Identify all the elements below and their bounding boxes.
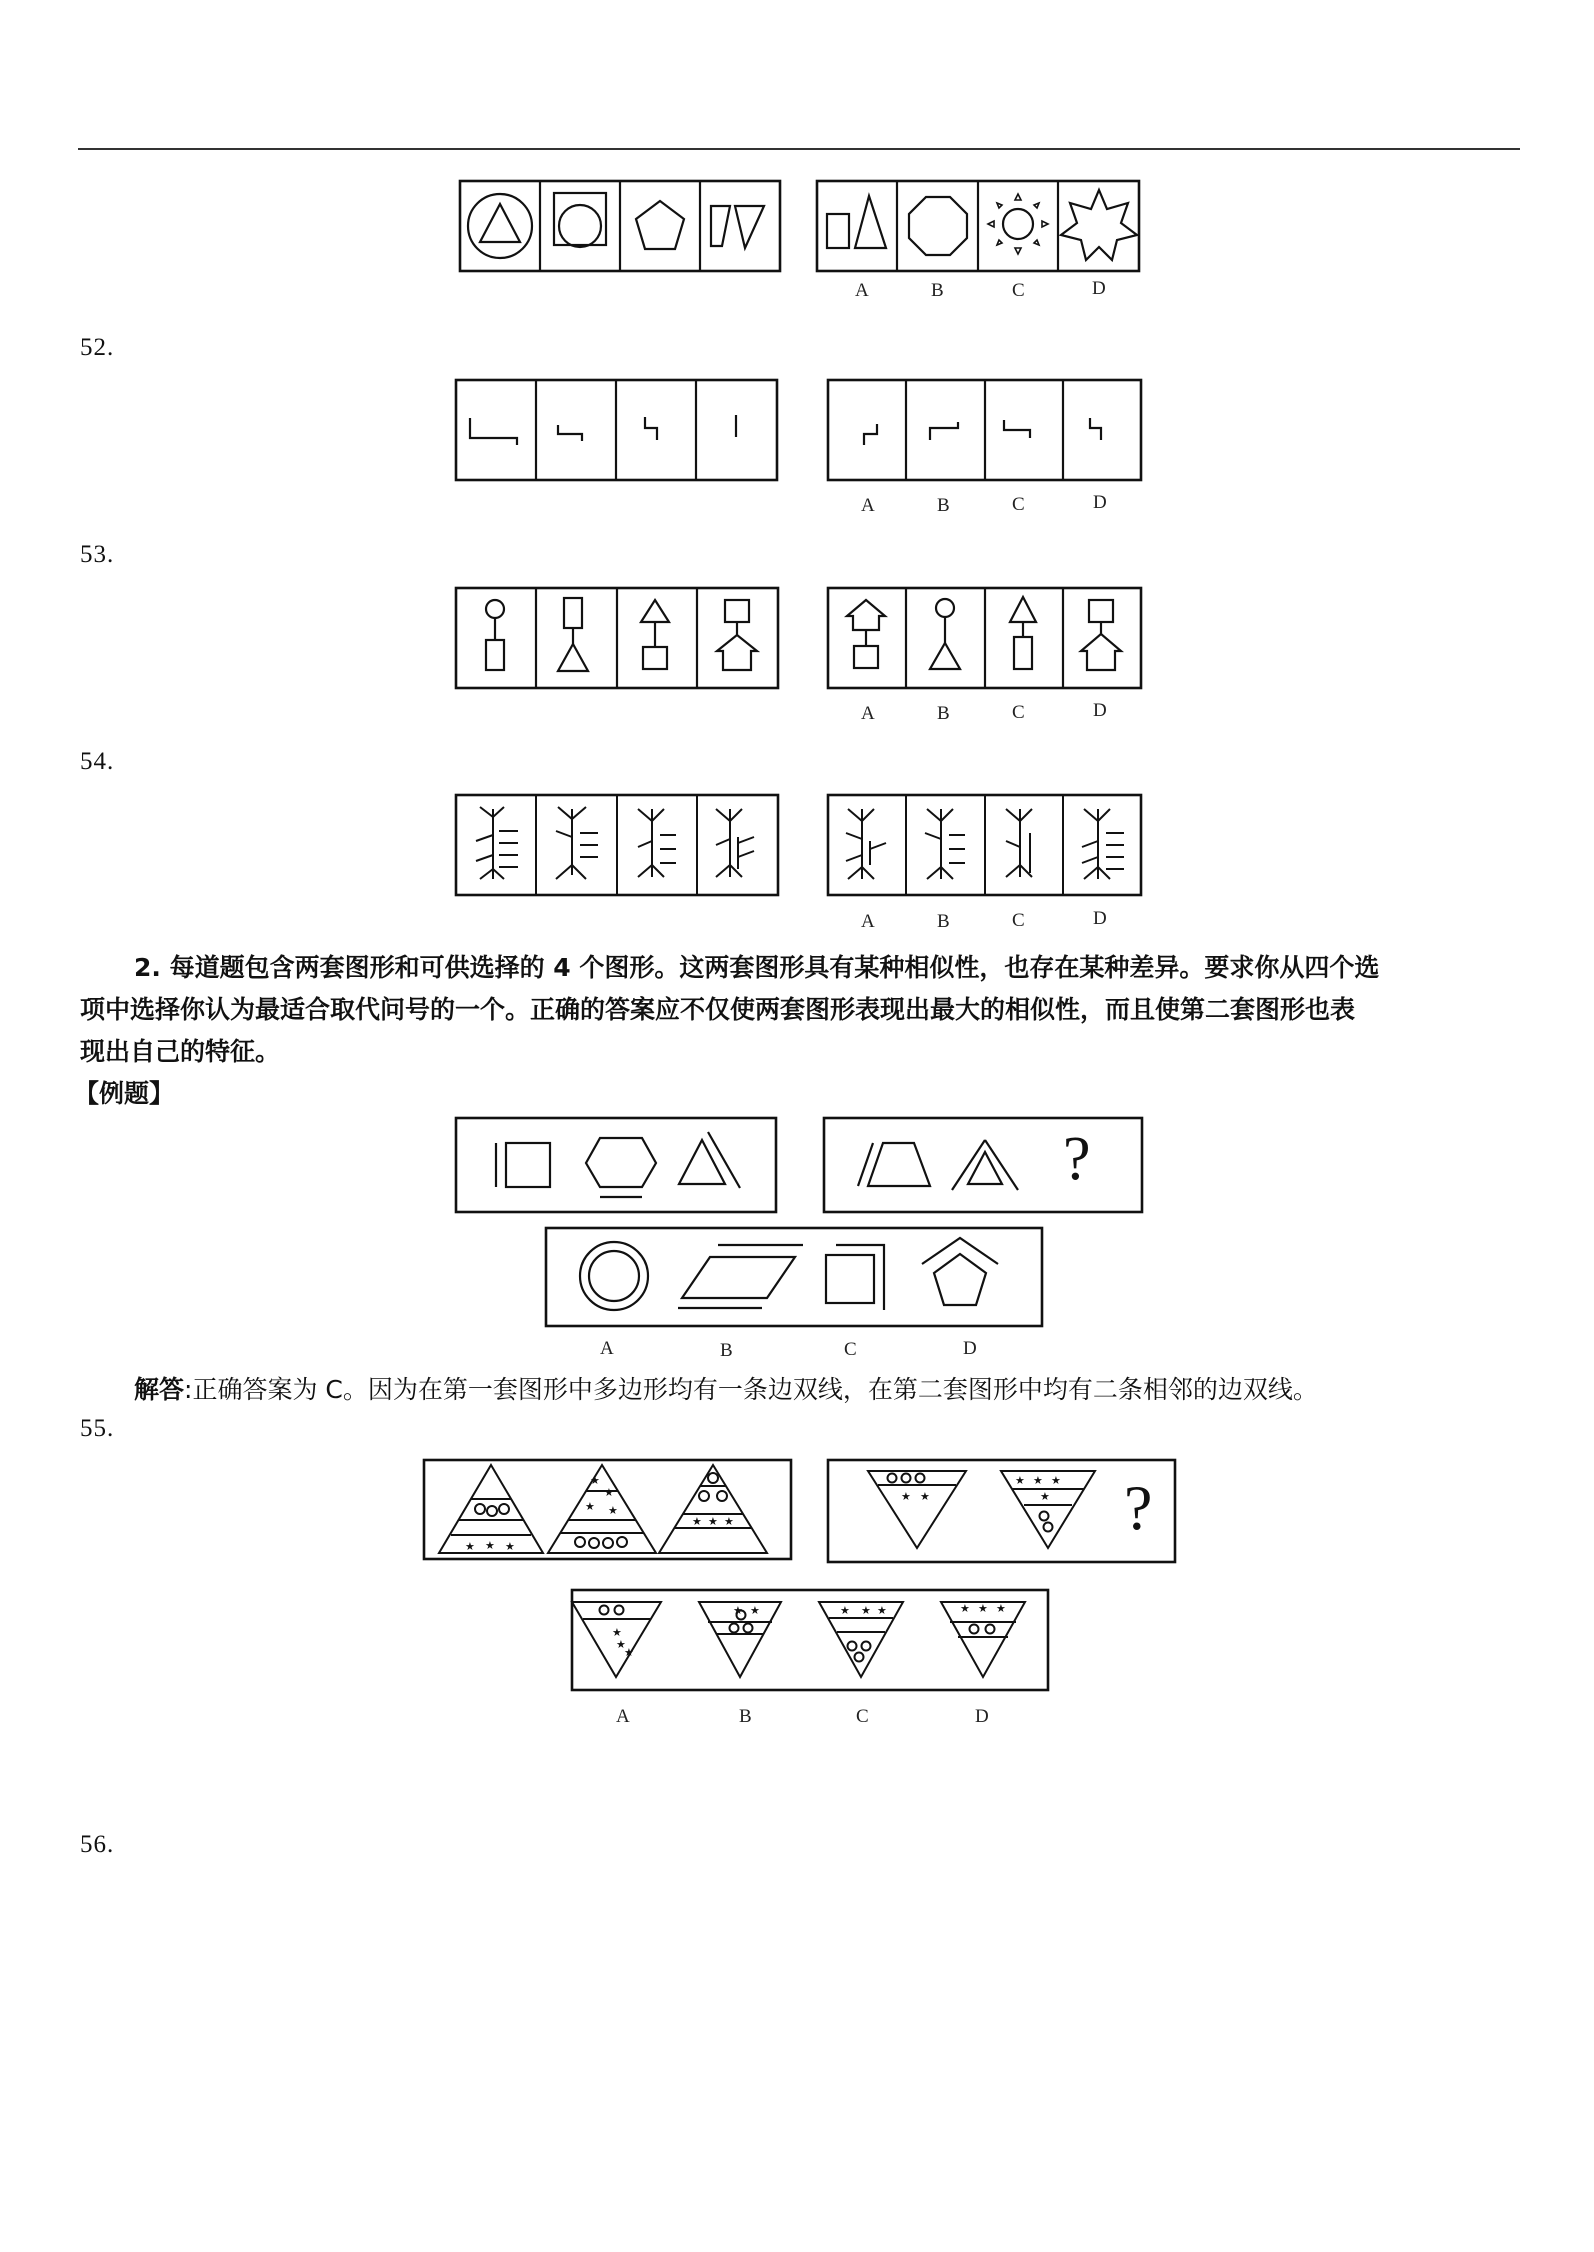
example-set2-panel — [824, 1118, 1142, 1212]
q55-option-b-label: B — [739, 1706, 752, 1727]
q52-stem-panel — [456, 380, 777, 480]
q52-options-panel — [828, 380, 1141, 480]
q55-option-a-label: A — [616, 1706, 630, 1727]
svg-text:★: ★ — [840, 1604, 850, 1617]
q55-question-mark: ? — [1124, 1472, 1153, 1543]
svg-text:★: ★ — [505, 1540, 515, 1553]
q51-option-d-label: D — [1092, 278, 1106, 299]
q55-set2-panel — [828, 1460, 1175, 1562]
example-option-d-label: D — [963, 1338, 977, 1359]
q54-option-c-label: C — [1012, 910, 1025, 931]
svg-text:★: ★ — [590, 1474, 600, 1487]
q54-option-a-label: A — [861, 911, 875, 932]
q53-options-panel — [828, 588, 1141, 688]
svg-text:★: ★ — [624, 1646, 634, 1659]
svg-text:★: ★ — [901, 1490, 911, 1503]
q55-options-panel — [572, 1590, 1048, 1690]
section2-instructions-line1: 2. 每道题包含两套图形和可供选择的 4 个图形。这两套图形具有某种相似性，也存在某种差异。要求你从四个选 — [134, 953, 1380, 982]
svg-text:★: ★ — [1015, 1474, 1025, 1487]
answer-text: :正确答案为 C。因为在第一套图形中多边形均有一条边双线，在第二套图形中均有二条相邻的边双线。 — [184, 1375, 1318, 1404]
q51-stem-panel — [460, 181, 780, 271]
q54-option-d-label: D — [1093, 908, 1107, 929]
q52-option-a-label: A — [861, 495, 875, 516]
example-options-panel — [546, 1228, 1042, 1326]
svg-text:★: ★ — [861, 1604, 871, 1617]
q52-option-d-label: D — [1093, 492, 1107, 513]
q55-number: 55. — [80, 1415, 115, 1442]
example-answer — [134, 1368, 1318, 1411]
svg-text:★: ★ — [1040, 1490, 1050, 1503]
q54-stem-panel — [456, 795, 778, 895]
example-option-b-label: B — [720, 1340, 733, 1361]
svg-text:★: ★ — [608, 1504, 618, 1517]
svg-text:★: ★ — [485, 1539, 495, 1552]
svg-text:★: ★ — [724, 1515, 734, 1528]
section2-instructions-line2: 项中选择你认为最适合取代问号的一个。正确的答案应不仅使两套图形表现出最大的相似性，而且使第二套图形也表 — [80, 995, 1356, 1024]
q54-options-panel — [828, 795, 1141, 895]
example-heading: 【例题】 — [74, 1079, 175, 1108]
svg-text:★: ★ — [616, 1638, 626, 1651]
svg-text:★: ★ — [465, 1540, 475, 1553]
svg-text:★: ★ — [1051, 1474, 1061, 1487]
example-question-mark: ? — [1063, 1125, 1091, 1193]
example-set1-panel — [456, 1118, 776, 1212]
q53-option-d-label: D — [1093, 700, 1107, 721]
q52-option-c-label: C — [1012, 494, 1025, 515]
q51-option-c-label: C — [1012, 280, 1025, 301]
q53-option-b-label: B — [937, 703, 950, 724]
svg-text:★: ★ — [920, 1490, 930, 1503]
q55-option-d-label: D — [975, 1706, 989, 1727]
svg-text:★: ★ — [708, 1515, 718, 1528]
svg-text:★: ★ — [960, 1602, 970, 1615]
svg-text:★: ★ — [750, 1604, 760, 1617]
q53-option-c-label: C — [1012, 702, 1025, 723]
q52-option-b-label: B — [937, 495, 950, 516]
q54-option-b-label: B — [937, 911, 950, 932]
q51-options-panel — [817, 181, 1139, 271]
q52-number: 52. — [80, 334, 115, 361]
q55-option-c-label: C — [856, 1706, 869, 1727]
q51-option-a-label: A — [855, 280, 869, 301]
svg-text:★: ★ — [604, 1486, 614, 1499]
example-option-a-label: A — [600, 1338, 614, 1359]
q54-number: 54. — [80, 748, 115, 775]
svg-text:★: ★ — [585, 1500, 595, 1513]
answer-label: 解答 — [134, 1375, 185, 1404]
q56-number: 56. — [80, 1831, 115, 1858]
example-option-c-label: C — [844, 1339, 857, 1360]
svg-text:★: ★ — [733, 1604, 743, 1617]
svg-text:★: ★ — [877, 1604, 887, 1617]
svg-text:★: ★ — [692, 1515, 702, 1528]
svg-text:★: ★ — [996, 1602, 1006, 1615]
q51-option-b-label: B — [931, 280, 944, 301]
q53-stem-panel — [456, 588, 778, 688]
svg-text:★: ★ — [978, 1602, 988, 1615]
section2-instructions-line3: 现出自己的特征。 — [80, 1037, 281, 1066]
q53-number: 53. — [80, 541, 115, 568]
svg-text:★: ★ — [1033, 1474, 1043, 1487]
svg-text:★: ★ — [612, 1626, 622, 1639]
q53-option-a-label: A — [861, 703, 875, 724]
